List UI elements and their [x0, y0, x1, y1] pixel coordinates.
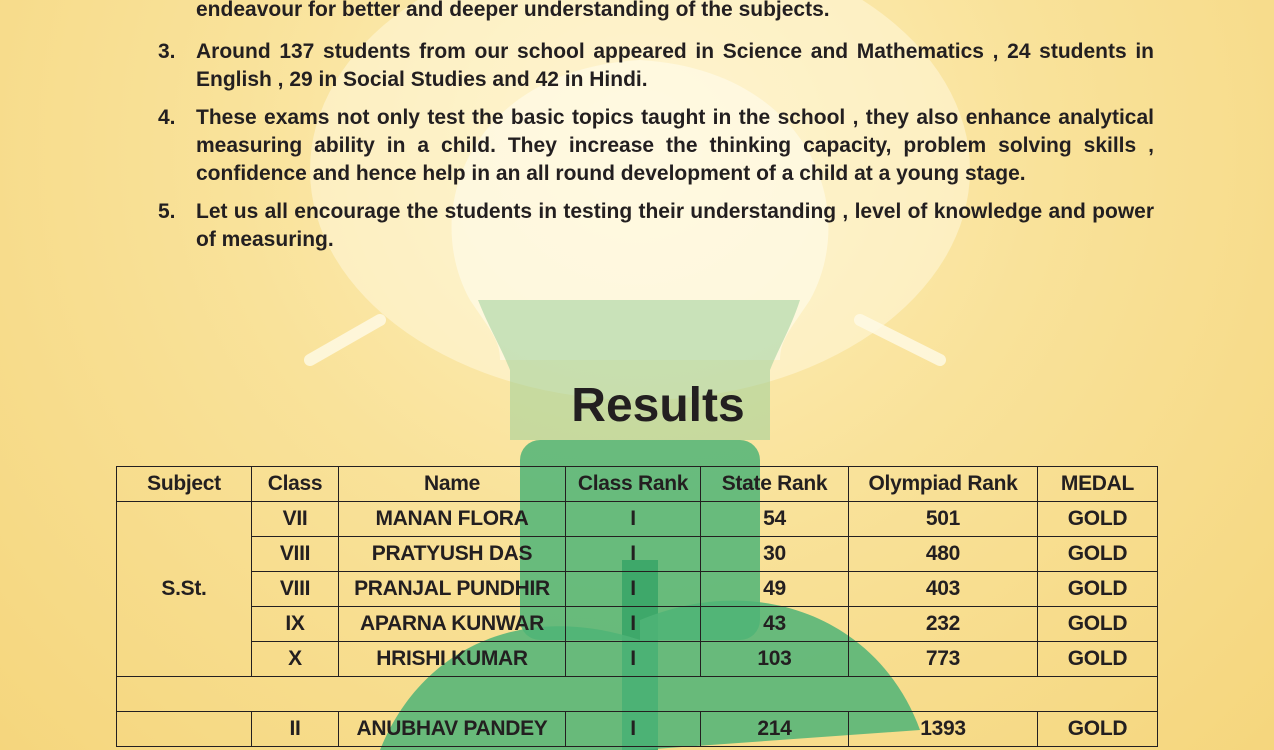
information-points-list	[158, 0, 1154, 264]
list-number: 5.	[158, 200, 176, 223]
state-rank-cell: 103	[701, 642, 849, 677]
class-cell: IX	[252, 607, 339, 642]
header-subject: Subject	[117, 467, 252, 502]
list-text: endeavour for better and deeper understanding of the subjects.	[196, 0, 830, 21]
olympiad-rank-cell: 773	[849, 642, 1038, 677]
olympiad-rank-cell: 1393	[849, 712, 1038, 747]
header-class: Class	[252, 467, 339, 502]
class-rank-cell: I	[566, 572, 701, 607]
table-spacer-row	[117, 677, 1158, 712]
state-rank-cell: 30	[701, 537, 849, 572]
table-row	[117, 712, 1158, 747]
name-cell: ANUBHAV PANDEY	[339, 712, 566, 747]
name-cell: PRANJAL PUNDHIR	[339, 572, 566, 607]
table-header-row	[117, 467, 1158, 502]
medal-cell: GOLD	[1038, 502, 1158, 537]
name-cell: HRISHI KUMAR	[339, 642, 566, 677]
class-cell: VIII	[252, 537, 339, 572]
olympiad-rank-cell: 480	[849, 537, 1038, 572]
class-cell: VIII	[252, 572, 339, 607]
list-text: Let us all encourage the students in testing their understanding , level of knowledge and power of measuring.	[196, 200, 1154, 251]
list-item	[158, 104, 1154, 188]
class-rank-cell: I	[566, 502, 701, 537]
class-rank-cell: I	[566, 642, 701, 677]
medal-cell: GOLD	[1038, 537, 1158, 572]
class-cell: X	[252, 642, 339, 677]
header-name: Name	[339, 467, 566, 502]
medal-cell: GOLD	[1038, 642, 1158, 677]
state-rank-cell: 54	[701, 502, 849, 537]
spacer-cell	[117, 677, 1158, 712]
class-cell: II	[252, 712, 339, 747]
table-row	[117, 537, 1158, 572]
olympiad-rank-cell: 403	[849, 572, 1038, 607]
list-item	[158, 0, 1154, 24]
list-number: 4.	[158, 106, 176, 129]
list-item	[158, 38, 1154, 94]
header-olympiad-rank: Olympiad Rank	[849, 467, 1038, 502]
results-title: Results	[571, 379, 745, 432]
class-rank-cell: I	[566, 537, 701, 572]
subject-cell	[117, 712, 252, 747]
header-class-rank: Class Rank	[566, 467, 701, 502]
state-rank-cell: 49	[701, 572, 849, 607]
state-rank-cell: 214	[701, 712, 849, 747]
medal-cell: GOLD	[1038, 572, 1158, 607]
list-item	[158, 198, 1154, 254]
medal-cell: GOLD	[1038, 712, 1158, 747]
table-row	[117, 572, 1158, 607]
name-cell: APARNA KUNWAR	[339, 607, 566, 642]
subject-cell: S.St.	[117, 502, 252, 677]
name-cell: PRATYUSH DAS	[339, 537, 566, 572]
list-text: Around 137 students from our school appeared in Science and Mathematics , 24 students in English , 29 in Social Studies and 42 in Hindi.	[196, 40, 1154, 91]
medal-cell: GOLD	[1038, 607, 1158, 642]
name-cell: MANAN FLORA	[339, 502, 566, 537]
table-row	[117, 607, 1158, 642]
list-number: 3.	[158, 40, 176, 63]
olympiad-rank-cell: 501	[849, 502, 1038, 537]
class-cell: VII	[252, 502, 339, 537]
table-row	[117, 502, 1158, 537]
header-medal: MEDAL	[1038, 467, 1158, 502]
class-rank-cell: I	[566, 712, 701, 747]
list-text: These exams not only test the basic topics taught in the school , they also enhance analytical measuring ability in a child. They increase the thinking capacity, problem solving skills , confidence and hence help in an all round development of a child at a young stage.	[196, 106, 1154, 185]
olympiad-rank-cell: 232	[849, 607, 1038, 642]
table-row	[117, 642, 1158, 677]
class-rank-cell: I	[566, 607, 701, 642]
results-table	[116, 466, 1158, 747]
header-state-rank: State Rank	[701, 467, 849, 502]
state-rank-cell: 43	[701, 607, 849, 642]
